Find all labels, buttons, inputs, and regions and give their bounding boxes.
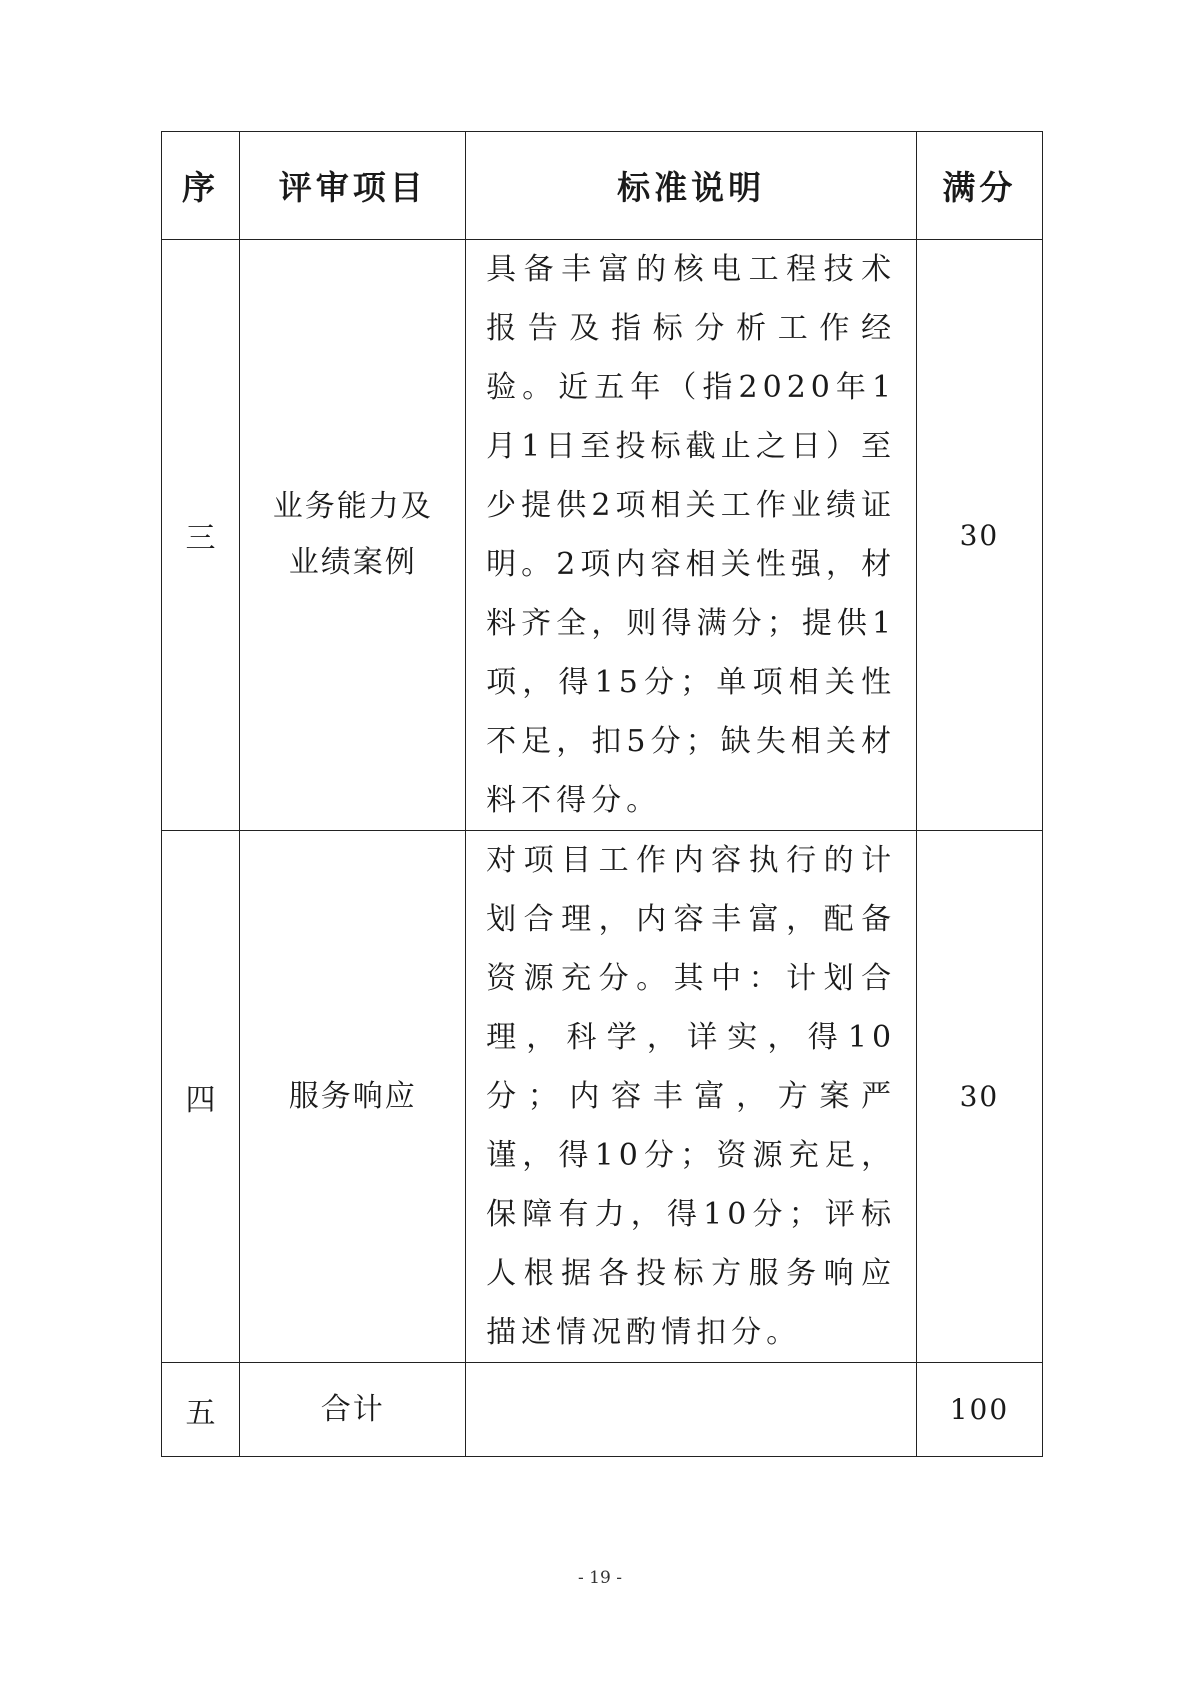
header-criteria: 标准说明 [466,132,917,240]
table-row [162,831,1043,1363]
table-row-total [162,1363,1043,1457]
review-item-text: 服务响应 [288,1078,417,1114]
criteria-text: 具备丰富的核电工程技术报告及指标分析工作经验。近五年（指2020年1月1日至投标截止之日）至少提供2项相关工作业绩证明。2项内容相关性强，材料齐全，则得满分；提供1项，得15分；单项相关性不足，扣5分；缺失相关材料不得分。 [486,252,897,818]
row-criteria [466,1363,917,1457]
header-review-item: 评审项目 [240,132,466,240]
header-full-score: 满分 [916,132,1042,240]
row-full-score: 100 [916,1363,1042,1457]
page-number: - 19 - [578,1568,622,1588]
review-item-text: 合计 [320,1391,385,1427]
criteria-text: 对项目工作内容执行的计划合理，内容丰富，配备资源充分。其中：计划合理，科学，详实，得10分；内容丰富，方案严谨，得10分；资源充足，保障有力，得10分；评标人根据各投标方服务响应描述情况酌情扣分。 [486,843,897,1350]
header-seq: 序 [162,132,240,240]
review-item-text: 业务能力及业绩案例 [272,489,433,580]
table-header-row [162,132,1043,240]
row-criteria [466,240,917,831]
row-seq: 三 [162,240,240,831]
row-seq: 四 [162,831,240,1363]
row-review-item [240,831,466,1363]
row-seq: 五 [162,1363,240,1457]
scoring-table [161,131,1043,1457]
table-row [162,240,1043,831]
row-review-item [240,1363,466,1457]
row-criteria [466,831,917,1363]
row-full-score: 30 [916,831,1042,1363]
row-review-item [240,240,466,831]
row-full-score: 30 [916,240,1042,831]
